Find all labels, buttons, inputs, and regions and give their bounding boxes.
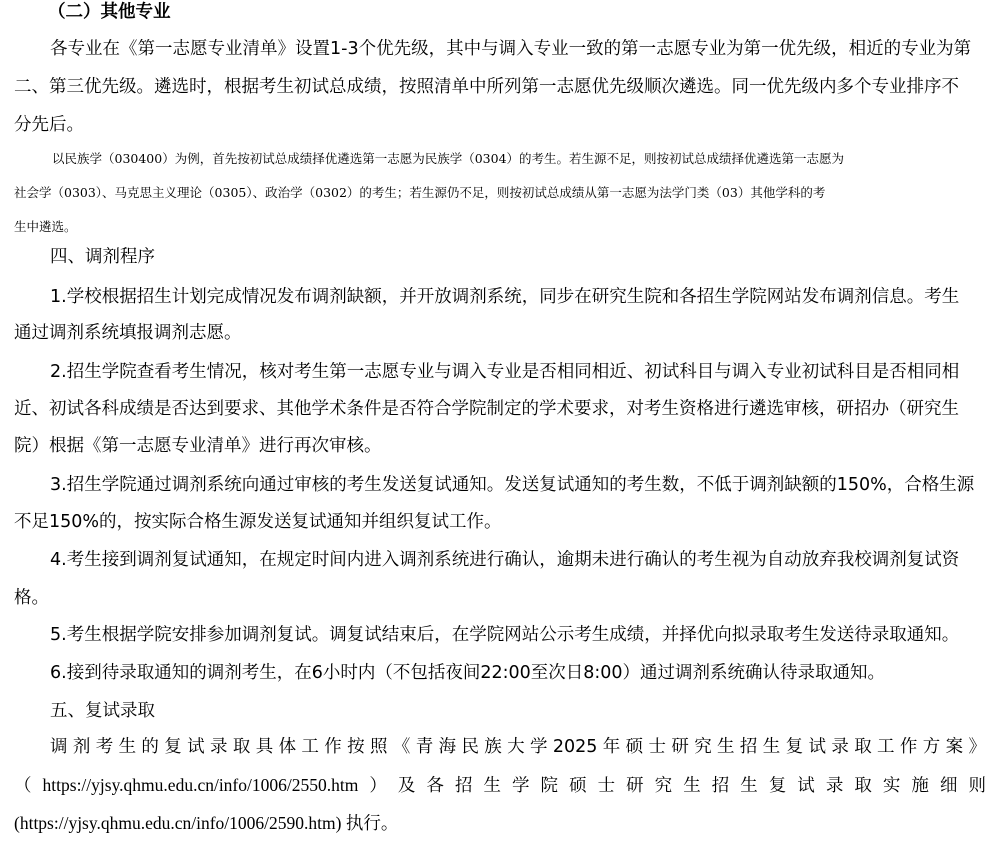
procedure-item-4-cont: 格。 — [14, 588, 49, 608]
procedure-item-3: 3.招生学院通过调剂系统向通过审核的考生发送复试通知。发送复试通知的考生数，不低于调剂缺额的150%，合格生源 — [50, 475, 975, 495]
procedure-item-1-cont: 通过调剂系统填报调剂志愿。 — [14, 323, 242, 343]
procedure-item-2-cont: 院）根据《第一志愿专业清单》进行再次审核。 — [14, 436, 382, 456]
paragraph-line: 二、第三优先级。遴选时，根据考生初试总成绩，按照清单中所列第一志愿优先级顺次遴选。同一优先级内多个专业排序不 — [14, 77, 959, 97]
procedure-item-6: 6.接到待录取通知的调剂考生，在6小时内（不包括夜间22:00至次日8:00）通过调剂系统确认待录取通知。 — [50, 663, 886, 683]
paragraph-line: 各专业在《第一志愿专业清单》设置1-3个优先级，其中与调入专业一致的第一志愿专业为第一优先级，相近的专业为第 — [50, 39, 972, 59]
example-line: 社会学（0303）、马克思主义理论（0305）、政治学（0302）的考生；若生源仍不足，则按初试总成绩从第一志愿为法学门类（03）其他学科的考 — [14, 185, 826, 200]
admission-line: 调剂考生的复试录取具体工作按照《青海民族大学2025年硕士研究生招生复试录取工作方案》 — [50, 737, 986, 757]
section-heading-admission: 五、复试录取 — [50, 701, 155, 721]
admission-link-line: (https://yjsy.qhmu.edu.cn/info/1006/2590.htm) 执行。 — [14, 813, 399, 833]
procedure-item-2: 2.招生学院查看考生情况，核对考生第一志愿专业与调入专业是否相同相近、初试科目与调入专业初试科目是否相同相 — [50, 362, 960, 382]
paragraph-line: 分先后。 — [14, 115, 84, 135]
procedure-item-4: 4.考生接到调剂复试通知，在规定时间内进入调剂系统进行确认，逾期未进行确认的考生视为自动放弃我校调剂复试资 — [50, 550, 960, 570]
example-line: 生中遴选。 — [14, 219, 77, 234]
section-heading-other-majors: （二）其他专业 — [48, 2, 171, 22]
procedure-item-3-cont: 不足150%的，按实际合格生源发送复试通知并组织复试工作。 — [14, 512, 502, 532]
procedure-item-1: 1.学校根据招生计划完成情况发布调剂缺额，并开放调剂系统，同步在研究生院和各招生学院网站发布调剂信息。考生 — [50, 287, 960, 307]
example-line: 以民族学（030400）为例，首先按初试总成绩择优遴选第一志愿为民族学（0304）的考生。若生源不足，则按初试总成绩择优遴选第一志愿为 — [52, 151, 845, 166]
procedure-item-2-cont: 近、初试各科成绩是否达到要求、其他学术条件是否符合学院制定的学术要求，对考生资格进行遴选审核，研招办（研究生 — [14, 399, 959, 419]
section-heading-procedure: 四、调剂程序 — [50, 247, 155, 267]
procedure-item-5: 5.考生根据学院安排参加调剂复试。调复试结束后，在学院网站公示考生成绩，并择优向拟录取考生发送待录取通知。 — [50, 625, 960, 645]
admission-link-line: （https://yjsy.qhmu.edu.cn/info/1006/2550.htm）及各招生学院硕士研究生招生复试录取实施细则 — [14, 775, 986, 795]
